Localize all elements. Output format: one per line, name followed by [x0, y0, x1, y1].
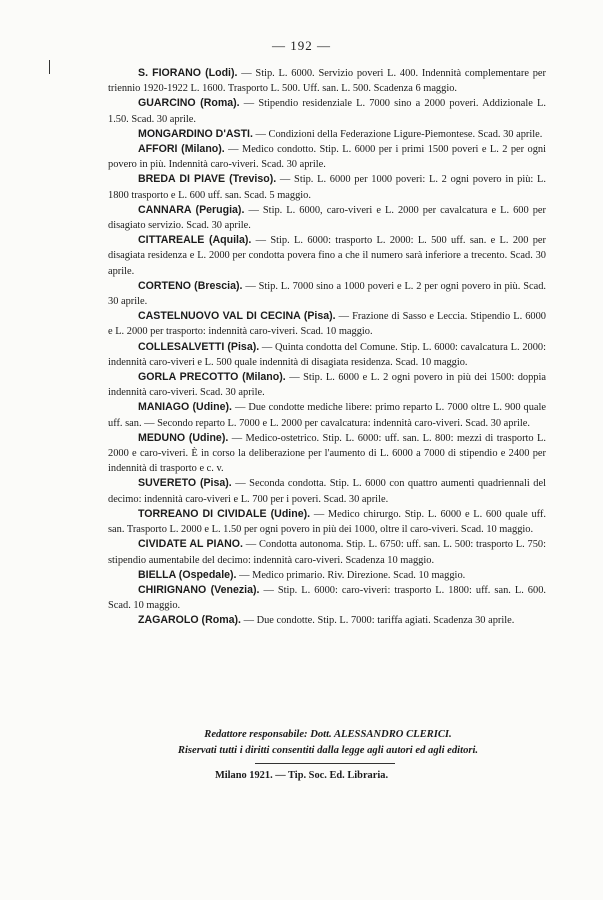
notice-entry	[108, 127, 546, 142]
notice-entry	[108, 476, 546, 506]
notice-text: — Medico primario. Riv. Direzione. Scad. 10 maggio.	[236, 569, 466, 581]
notice-text: — Condizioni della Federazione Ligure-Piemontese. Scad. 30 aprile.	[252, 128, 543, 140]
page-number: — 192 —	[272, 38, 331, 53]
notice-text: — Seconda condotta. Stip. L. 6000 con quattro aumenti quadriennali del decimo: indennità caro-viveri e L. 700 per i poveri. Scad. 30 aprile.	[108, 478, 546, 505]
notice-entry	[108, 583, 546, 613]
notice-entry	[108, 279, 546, 309]
notice-place: CASTELNUOVO VAL DI CECINA (Pisa).	[138, 310, 336, 323]
notice-place: CANNARA (Perugia).	[138, 203, 245, 216]
notice-text: — Stip. L. 6000. Servizio poveri L. 400. Indennità complementare per triennio 1920-1922 L. 1600. Trasporto L. 500. Uff. san. L. 500. Scadenza 6 maggio.	[108, 68, 546, 95]
notice-place: CORTENO (Brescia).	[138, 279, 243, 292]
notice-text: — Frazione di Sasso e Leccia. Stipendio L. 6000 e L. 2000 per trasporto: indennità caro-viveri. Scad. 10 maggio.	[108, 311, 547, 338]
notice-entry	[108, 400, 546, 430]
notice-entry	[108, 568, 546, 583]
notice-place: COLLESALVETTI (Pisa).	[138, 340, 260, 353]
notice-place: MANIAGO (Udine).	[138, 401, 232, 414]
notice-entry	[108, 172, 546, 202]
margin-mark	[49, 60, 50, 74]
notice-place: AFFORI (Milano).	[138, 143, 225, 156]
notice-entry	[108, 431, 546, 477]
notice-entry	[108, 370, 546, 400]
notice-place: MONGARDINO D'ASTI.	[138, 127, 253, 140]
notice-text: — Stipendio residenziale L. 7000 sino a 2000 poveri. Addizionale L. 1.50. Scad. 30 aprile.	[108, 98, 546, 125]
editor-credit: Redattore responsabile: Dott. ALESSANDRO CLERICI.	[204, 729, 452, 740]
notice-place: CITTAREALE (Aquila).	[138, 234, 252, 247]
notice-text: — Stip. L. 6000 per 1000 poveri: L. 2 ogni povero in più: L. 1800 trasporto e L. 600 uff. san. Scad. 5 maggio.	[108, 174, 546, 201]
notice-place: BIELLA (Ospedale).	[138, 568, 237, 581]
notice-text: — Stip. L. 6000 e L. 2 ogni povero in più dei 1500: doppia indennità caro-viveri. Scad. 30 aprile.	[108, 372, 546, 399]
notice-place: CIVIDATE AL PIANO.	[138, 538, 243, 551]
notice-entry	[108, 66, 546, 96]
rights-notice: Riservati tutti i diritti consentiti dalla legge agli autori ed agli editori.	[177, 745, 479, 756]
notice-text: — Stip. L. 7000 sino a 1000 poveri e L. 2 per ogni povero in più. Scad. 30 aprile.	[108, 280, 546, 308]
notice-entry	[108, 203, 546, 233]
notice-entry	[108, 142, 546, 172]
notice-entry	[108, 340, 546, 370]
notice-place: MEDUNO (Udine).	[138, 431, 229, 444]
notice-text: — Medico-ostetrico. Stip. L. 6000: uff. san. L. 800: mezzi di trasporto L. 2000 e caro-viveri. È in corso la deliberazione per l'aumento di L. 6000 a 7000 di stipendio e 2400 per indennità di trasporto e c. v.	[108, 432, 547, 475]
notice-place: BREDA DI PIAVE (Treviso).	[138, 173, 277, 186]
printer-imprint: Milano 1921. — Tip. Soc. Ed. Libraria.	[214, 770, 389, 781]
notice-list	[108, 66, 546, 629]
notice-text: — Stip. L. 6000, caro-viveri e L. 2000 per cavalcatura e L. 600 per disagiato servizio. Scad. 30 aprile.	[108, 204, 546, 232]
notice-text: — Medico chirurgo. Stip. L. 6000 e L. 600 quale uff. san. Trasporto L. 2000 e L. 1.50 per ogni povero in più dei 1000, oltre il caro-viveri. Scad. 10 maggio.	[108, 508, 546, 536]
notice-text: — Due condotte. Stip. L. 7000: tariffa agiati. Scadenza 30 aprile.	[241, 615, 515, 627]
notice-text: — Medico condotto. Stip. L. 6000 per i primi 1500 poveri e L. 2 per ogni povero in più. Indennità caro-viveri. Scad. 30 aprile.	[108, 144, 546, 171]
notice-place: GORLA PRECOTTO (Milano).	[138, 371, 286, 384]
notice-text: — Due condotte mediche libere: primo reparto L. 7000 oltre L. 900 quale uff. san. — Secondo reparto L. 7000 e L. 2000 per cavalcatura: indennità caro-viveri. Scad. 30 aprile.	[108, 402, 546, 429]
notice-entry	[108, 233, 546, 279]
notice-place: ZAGAROLO (Roma).	[138, 614, 241, 627]
notice-entry	[108, 309, 546, 339]
notice-place: GUARCINO (Roma).	[138, 97, 240, 110]
notice-place: S. FIORANO (Lodi).	[138, 67, 238, 79]
notice-text: — Condotta autonoma. Stip. L. 6750: uff. san. L. 500: trasporto L. 750: stipendio aumentabile del decimo: indennità caro-viveri. Scadenza 10 maggio.	[108, 539, 546, 566]
notice-place: TORREANO DI CIVIDALE (Udine).	[138, 507, 311, 520]
notice-place: CHIRIGNANO (Venezia).	[138, 583, 260, 596]
notice-text: — Stip. L. 6000: caro-viveri: trasporto L. 1800: uff. san. L. 600. Scad. 10 maggio.	[108, 584, 546, 612]
notice-entry	[108, 613, 546, 628]
divider	[255, 763, 395, 764]
notice-entry	[108, 507, 546, 537]
notice-text: — Stip. L. 6000: trasporto L. 2000: L. 500 uff. san. e L. 200 per disagiata residenza e L. 2000 per condotta povera fino a che il numero sarà inferiore a trecento. Scad. 30 aprile.	[108, 235, 546, 277]
notice-place: SUVERETO (Pisa).	[138, 477, 232, 490]
notice-entry	[108, 537, 546, 567]
notice-entry	[108, 96, 546, 126]
notice-text: — Quinta condotta del Comune. Stip. L. 6000: cavalcatura L. 2000: indennità caro-viveri e L. 500 quale indennità di disagiata residenza. Scad. 10 maggio.	[108, 341, 546, 368]
